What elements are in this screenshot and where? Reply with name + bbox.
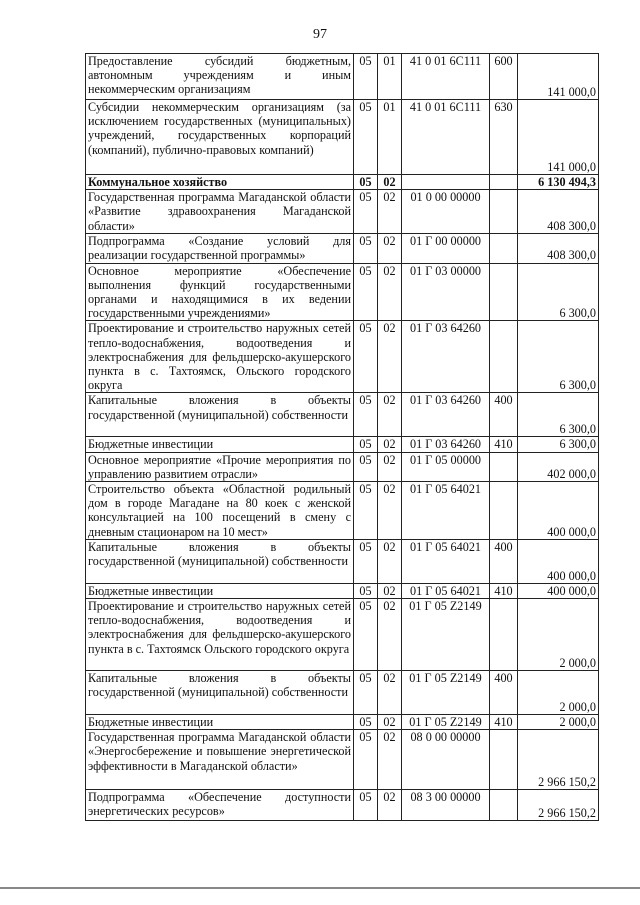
table-row [86, 790, 599, 821]
row-subsection-code: 02 [378, 393, 402, 437]
row-target-code: 41 0 01 6С111 [402, 54, 490, 100]
row-name: Капитальные вложения в объекты государственной (муниципальной) собственности [86, 671, 354, 715]
row-amount: 6 300,0 [518, 263, 599, 321]
row-expense-type-code: 400 [490, 671, 518, 715]
row-name: Бюджетные инвестиции [86, 437, 354, 452]
row-expense-type-code [490, 599, 518, 671]
table-row [86, 234, 599, 263]
row-target-code: 01 Г 03 64260 [402, 393, 490, 437]
row-subsection-code: 02 [378, 790, 402, 821]
row-amount: 402 000,0 [518, 452, 599, 481]
row-target-code: 01 Г 05 64021 [402, 482, 490, 540]
row-amount: 2 966 150,2 [518, 730, 599, 790]
row-subsection-code: 02 [378, 190, 402, 234]
row-amount: 2 000,0 [518, 599, 599, 671]
row-section-code: 05 [354, 234, 378, 263]
table-row [86, 100, 599, 175]
bottom-rule [0, 887, 640, 889]
row-section-code: 05 [354, 790, 378, 821]
row-expense-type-code: 410 [490, 437, 518, 452]
row-subsection-code: 02 [378, 671, 402, 715]
row-expense-type-code [490, 234, 518, 263]
row-amount: 141 000,0 [518, 100, 599, 175]
row-name: Капитальные вложения в объекты государственной (муниципальной) собственности [86, 393, 354, 437]
row-expense-type-code [490, 321, 518, 393]
row-target-code: 01 Г 05 Z2149 [402, 599, 490, 671]
row-subsection-code: 01 [378, 54, 402, 100]
row-expense-type-code [490, 175, 518, 190]
row-subsection-code: 02 [378, 175, 402, 190]
table-row [86, 190, 599, 234]
table-row [86, 437, 599, 452]
row-expense-type-code: 410 [490, 583, 518, 598]
table-row [86, 715, 599, 730]
row-name: Подпрограмма «Обеспечение доступности энергетических ресурсов» [86, 790, 354, 821]
row-name: Основное мероприятие «Прочие мероприятия по управлению развитием отрасли» [86, 452, 354, 481]
row-expense-type-code [490, 482, 518, 540]
row-name: Основное мероприятие «Обеспечение выполнения функций государственными органами и находящимися в их ведении государственными учреждениями» [86, 263, 354, 321]
row-name: Бюджетные инвестиции [86, 583, 354, 598]
row-amount: 408 300,0 [518, 190, 599, 234]
row-subsection-code: 02 [378, 263, 402, 321]
row-expense-type-code: 400 [490, 539, 518, 583]
table-row [86, 54, 599, 100]
row-section-code: 05 [354, 190, 378, 234]
row-target-code: 41 0 01 6С111 [402, 100, 490, 175]
row-subsection-code: 02 [378, 599, 402, 671]
row-section-code: 05 [354, 583, 378, 598]
table-row [86, 452, 599, 481]
table-row [86, 321, 599, 393]
row-amount: 2 966 150,2 [518, 790, 599, 821]
row-target-code: 08 3 00 00000 [402, 790, 490, 821]
row-subsection-code: 02 [378, 539, 402, 583]
row-amount: 400 000,0 [518, 482, 599, 540]
table-row [86, 175, 599, 190]
row-name: Капитальные вложения в объекты государственной (муниципальной) собственности [86, 539, 354, 583]
row-section-code: 05 [354, 437, 378, 452]
row-target-code: 01 Г 05 Z2149 [402, 715, 490, 730]
row-target-code: 01 Г 05 00000 [402, 452, 490, 481]
row-target-code: 01 Г 03 00000 [402, 263, 490, 321]
row-name: Проектирование и строительство наружных сетей тепло-водоснабжения, водоотведения и электроснабжения для фельдшерско-акушерского пункта в с. Тахтоямск, Ольского городского округа [86, 321, 354, 393]
row-name: Подпрограмма «Создание условий для реализации государственной программы» [86, 234, 354, 263]
row-subsection-code: 01 [378, 100, 402, 175]
row-expense-type-code [490, 452, 518, 481]
row-subsection-code: 02 [378, 234, 402, 263]
row-subsection-code: 02 [378, 715, 402, 730]
row-expense-type-code [490, 730, 518, 790]
row-section-code: 05 [354, 54, 378, 100]
row-amount: 400 000,0 [518, 583, 599, 598]
row-amount: 408 300,0 [518, 234, 599, 263]
row-target-code: 01 Г 03 64260 [402, 437, 490, 452]
row-amount: 6 300,0 [518, 321, 599, 393]
row-name: Бюджетные инвестиции [86, 715, 354, 730]
row-name: Коммунальное хозяйство [86, 175, 354, 190]
row-amount: 2 000,0 [518, 671, 599, 715]
row-target-code: 01 Г 03 64260 [402, 321, 490, 393]
row-target-code: 08 0 00 00000 [402, 730, 490, 790]
row-section-code: 05 [354, 599, 378, 671]
budget-table [85, 53, 599, 821]
row-amount: 2 000,0 [518, 715, 599, 730]
row-section-code: 05 [354, 452, 378, 481]
row-target-code: 01 Г 00 00000 [402, 234, 490, 263]
row-section-code: 05 [354, 321, 378, 393]
row-target-code: 01 0 00 00000 [402, 190, 490, 234]
row-subsection-code: 02 [378, 452, 402, 481]
row-target-code: 01 Г 05 Z2149 [402, 671, 490, 715]
row-section-code: 05 [354, 671, 378, 715]
row-expense-type-code: 600 [490, 54, 518, 100]
row-subsection-code: 02 [378, 482, 402, 540]
row-section-code: 05 [354, 730, 378, 790]
row-target-code: 01 Г 05 64021 [402, 583, 490, 598]
row-section-code: 05 [354, 100, 378, 175]
table-row [86, 263, 599, 321]
row-subsection-code: 02 [378, 321, 402, 393]
row-amount: 6 300,0 [518, 393, 599, 437]
table-row [86, 671, 599, 715]
row-expense-type-code: 630 [490, 100, 518, 175]
row-amount: 400 000,0 [518, 539, 599, 583]
row-subsection-code: 02 [378, 583, 402, 598]
table-row [86, 539, 599, 583]
row-name: Строительство объекта «Областной родильный дом в городе Магадане на 80 коек с женской консультацией на 100 посещений в смену с дневным стационаром на 10 мест» [86, 482, 354, 540]
row-expense-type-code [490, 263, 518, 321]
row-subsection-code: 02 [378, 730, 402, 790]
table-row [86, 583, 599, 598]
row-expense-type-code: 400 [490, 393, 518, 437]
row-target-code: 01 Г 05 64021 [402, 539, 490, 583]
row-name: Государственная программа Магаданской области «Развитие здравоохранения Магаданской области» [86, 190, 354, 234]
row-name: Проектирование и строительство наружных сетей тепло-водоснабжения, водоотведения и электроснабжения для фельдшерско-акушерского пункта в с. Тахтоямск Ольского городского округа [86, 599, 354, 671]
row-amount: 6 300,0 [518, 437, 599, 452]
row-expense-type-code: 410 [490, 715, 518, 730]
table-row [86, 482, 599, 540]
row-section-code: 05 [354, 175, 378, 190]
row-expense-type-code [490, 190, 518, 234]
row-name: Предоставление субсидий бюджетным, автономным учреждениям и иным некоммерческим организациям [86, 54, 354, 100]
row-expense-type-code [490, 790, 518, 821]
row-amount: 6 130 494,3 [518, 175, 599, 190]
table-row [86, 730, 599, 790]
row-name: Государственная программа Магаданской области «Энергосбережение и повышение энергетической эффективности в Магаданской области» [86, 730, 354, 790]
row-section-code: 05 [354, 263, 378, 321]
row-amount: 141 000,0 [518, 54, 599, 100]
page-number: 97 [313, 27, 327, 42]
row-name: Субсидии некоммерческим организациям (за исключением государственных (муниципальных) учреждений, государственных корпораций (компаний), публично-правовых компаний) [86, 100, 354, 175]
row-subsection-code: 02 [378, 437, 402, 452]
row-section-code: 05 [354, 539, 378, 583]
row-section-code: 05 [354, 482, 378, 540]
row-target-code [402, 175, 490, 190]
row-section-code: 05 [354, 393, 378, 437]
table-row [86, 393, 599, 437]
row-section-code: 05 [354, 715, 378, 730]
table-row [86, 599, 599, 671]
